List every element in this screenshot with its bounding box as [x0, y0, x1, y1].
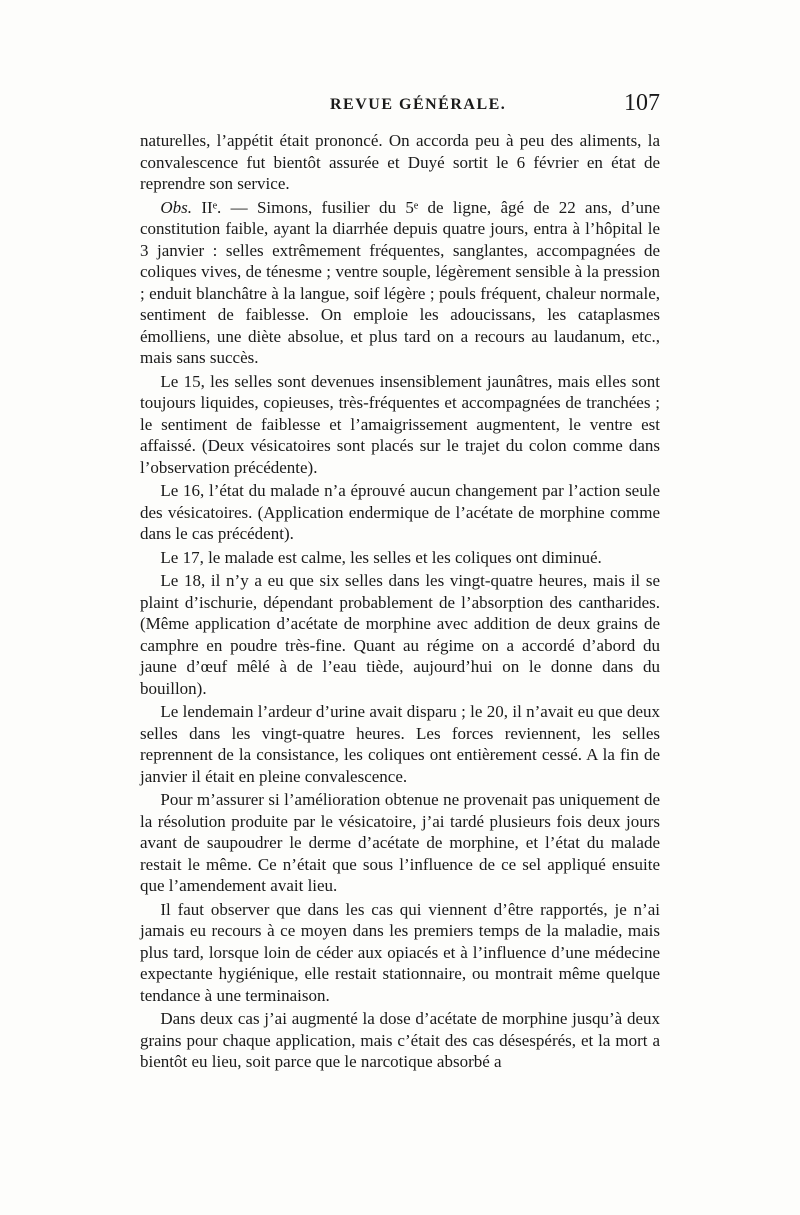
body-text — [140, 130, 660, 1073]
paragraph — [140, 789, 660, 897]
paragraph-text: Pour m’assurer si l’amélioration obtenue ne provenait pas uniquement de la résolution produite par le vésicatoire, j’ai tardé plusieurs fois deux jours avant de saupoudrer le derme d’acétate de morphine, et l’état du malade restait le même. Ce n’était que sous l’influence de ce sel appliqué ensuite que l’amendement avait lieu. — [140, 790, 660, 895]
paragraph-text: Le 16, l’état du malade n’a éprouvé aucun changement par l’action seule des vésicatoires. (Application endermique de l’acétate de morphine comme dans le cas précédent). — [140, 481, 660, 543]
paragraph — [140, 899, 660, 1007]
paragraph-text: Le 15, les selles sont devenues insensiblement jaunâtres, mais elles sont toujours liquides, copieuses, très-fréquentes et accompagnées de tranchées ; le sentiment de faiblesse et l’amaigrissement augmentent, le ventre est affaissé. (Deux vésicatoires sont placés sur le trajet du colon comme dans l’observation précédente). — [140, 371, 660, 477]
paragraph-continuation — [140, 130, 660, 195]
paragraph-text: Le lendemain l’ardeur d’urine avait disparu ; le 20, il n’avait eu que deux selles dans les vingt-quatre heures. Les forces reviennent, les selles reprennent de la consistance, les coliques ont entièrement cessé. A la fin de janvier il était en pleine convalescence. — [140, 702, 660, 786]
paragraph-observation-2 — [140, 197, 660, 369]
paragraph — [140, 1008, 660, 1073]
paragraph — [140, 371, 660, 479]
paragraph — [140, 701, 660, 787]
paragraph — [140, 547, 660, 569]
paragraph-text: Le 17, le malade est calme, les selles et les coliques ont diminué. — [160, 547, 602, 567]
running-head: REVUE GÉNÉRALE. — [330, 96, 507, 113]
paragraph-text: Il faut observer que dans les cas qui viennent d’être rapportés, je n’ai jamais eu recours à ce moyen dans les premiers temps de la maladie, mais plus tard, lorsque loin de céder aux opiacés et à l’influence d’une médecine expectante hygiénique, elle restait stationnaire, ou montrait même quelque tendance à une terminaison. — [140, 899, 660, 1005]
paragraph — [140, 570, 660, 699]
paragraph-text: IIᵉ. — Simons, fusilier du 5ᵉ de ligne, âgé de 22 ans, d’une constitution faible, ayant la diarrhée depuis quatre jours, entra à l’hôpital le 3 janvier : selles extrêmement fréquentes, sanglantes, accompagnées de coliques vives, de ténesme ; ventre souple, légèrement sensible à la pression ; enduit blanchâtre à la langue, soif légère ; pouls fréquent, chaleur normale, sentiment de faiblesse. On emploie les adoucissans, les cataplasmes émolliens, une diète absolue, et plus tard on a recours au laudanum, etc., mais sans succès. — [140, 197, 661, 367]
paragraph-text: Dans deux cas j’ai augmenté la dose d’acétate de morphine jusqu’à deux grains pour chaque application, mais c’était des cas désespérés, et la mort a bientôt eu lieu, soit parce que le narcotique absorbé a — [140, 1009, 660, 1071]
paragraph-text: Le 18, il n’y a eu que six selles dans les vingt-quatre heures, mais il se plaint d’ischurie, dépendant probablement de l’absorption des cantharides. (Même application d’acétate de morphine avec addition de deux grains de camphre en poudre très-fine. Quant au régime on a accordé d’abord du jaune d’œuf mêlé à de l’eau tiède, aujourd’hui on le donne dans du bouillon). — [140, 571, 660, 698]
observation-label: Obs. — [160, 197, 193, 217]
page-header — [140, 90, 660, 120]
paragraph — [140, 480, 660, 545]
page-number: 107 — [624, 90, 660, 116]
paragraph-text: naturelles, l’appétit était prononcé. On accorda peu à peu des aliments, la convalescence fut bientôt assurée et Duyé sortit le 6 février en état de reprendre son service. — [140, 131, 660, 193]
